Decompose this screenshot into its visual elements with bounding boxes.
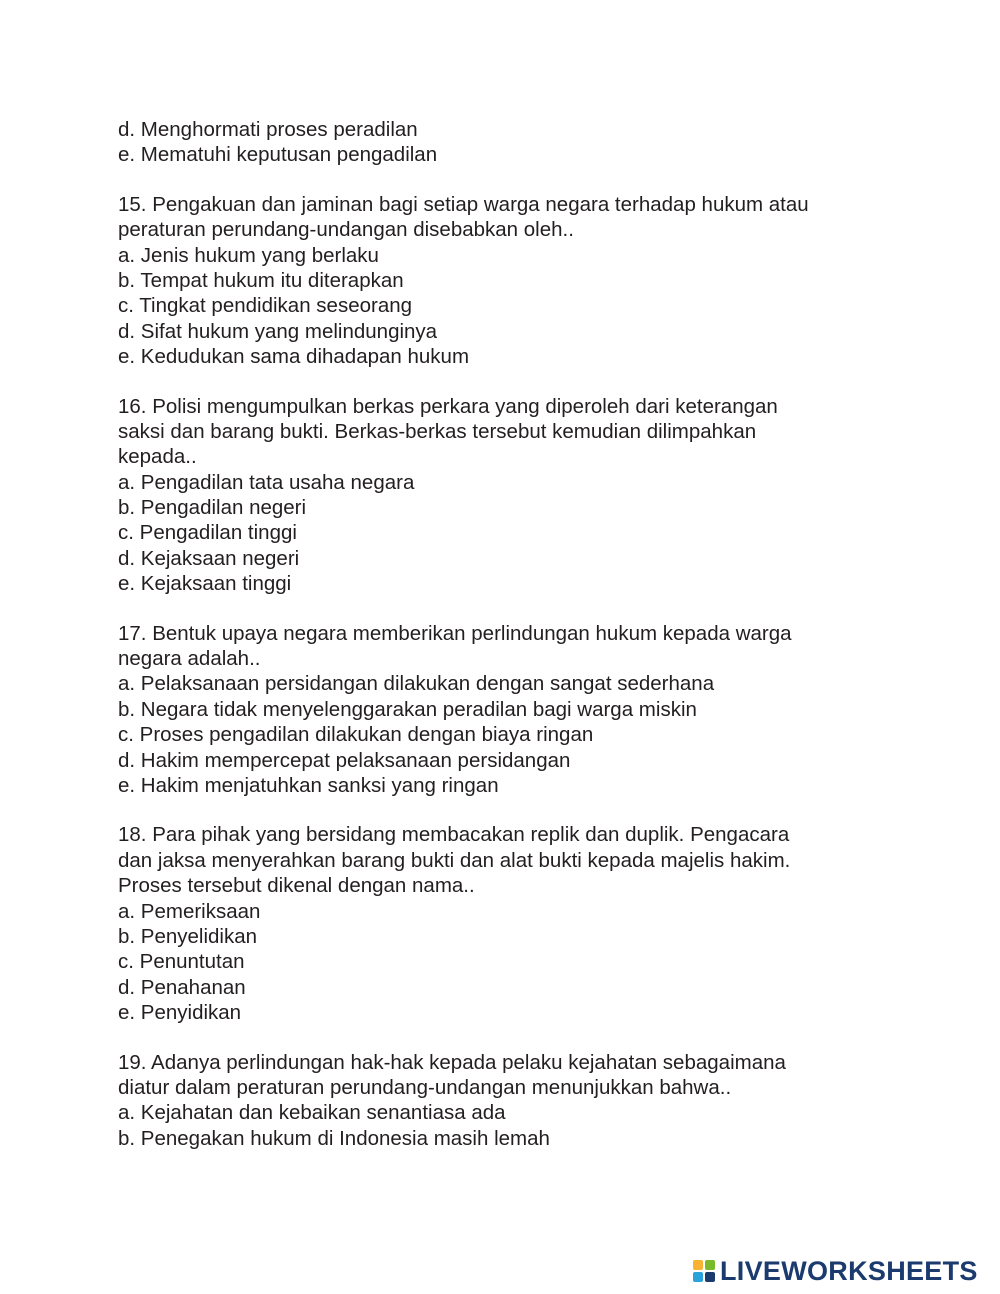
- spacer: [118, 1026, 918, 1050]
- question-17-option-d: d. Hakim mempercepat pelaksanaan persidangan: [118, 748, 571, 772]
- question-17-line: 17. Bentuk upaya negara memberikan perlindungan hukum kepada warga: [118, 621, 792, 645]
- question-19-option-a: a. Kejahatan dan kebaikan senantiasa ada: [118, 1101, 506, 1125]
- logo-mark-square: [693, 1260, 703, 1270]
- question-15-line: 15. Pengakuan dan jaminan bagi setiap warga negara terhadap hukum atau: [118, 192, 809, 216]
- question-16-option-e: e. Kejaksaan tinggi: [118, 572, 292, 596]
- question-16-line: kepada..: [118, 445, 197, 469]
- question-15-option-b: b. Tempat hukum itu diterapkan: [118, 268, 404, 292]
- question-16-line: 16. Polisi mengumpulkan berkas perkara yang diperoleh dari keterangan: [118, 394, 778, 418]
- logo-mark-square: [693, 1272, 703, 1282]
- question-18-line: 18. Para pihak yang bersidang membacakan replik dan duplik. Pengacara: [118, 823, 790, 847]
- question-18-line: Proses tersebut dikenal dengan nama..: [118, 874, 475, 898]
- spacer: [118, 168, 918, 192]
- question-18-line: dan jaksa menyerahkan barang bukti dan alat bukti kepada majelis hakim.: [118, 848, 791, 872]
- question-17-option-e: e. Hakim menjatuhkan sanksi yang ringan: [118, 773, 499, 797]
- question-19-line: 19. Adanya perlindungan hak-hak kepada pelaku kejahatan sebagaimana: [118, 1050, 786, 1074]
- question-15-option-a: a. Jenis hukum yang berlaku: [118, 243, 379, 267]
- question-18-option-e: e. Penyidikan: [118, 1001, 242, 1025]
- question-15-line: peraturan perundang-undangan disebabkan oleh..: [118, 218, 574, 242]
- logo-text: LIVEWORKSHEETS: [720, 1255, 978, 1286]
- question-18-option-d: d. Penahanan: [118, 975, 246, 999]
- question-16-option-c: c. Pengadilan tinggi: [118, 521, 297, 545]
- question-16-line: saksi dan barang bukti. Berkas-berkas tersebut kemudian dilimpahkan: [118, 419, 757, 443]
- logo-mark-square: [705, 1272, 715, 1282]
- logo-mark-square: [705, 1260, 715, 1270]
- question-17-option-b: b. Negara tidak menyelenggarakan peradilan bagi warga miskin: [118, 697, 697, 721]
- spacer: [118, 798, 918, 822]
- question-17-option-c: c. Proses pengadilan dilakukan dengan biaya ringan: [118, 723, 594, 747]
- liveworksheets-logo: [693, 1256, 978, 1286]
- question-18-option-c: c. Penuntutan: [118, 950, 245, 974]
- worksheet-content: [118, 117, 918, 1151]
- question-16-option-b: b. Pengadilan negeri: [118, 496, 307, 520]
- option-line: e. Mematuhi keputusan pengadilan: [118, 143, 438, 167]
- question-18-option-b: b. Penyelidikan: [118, 924, 258, 948]
- question-18-option-a: a. Pemeriksaan: [118, 899, 261, 923]
- option-line: d. Menghormati proses peradilan: [118, 118, 418, 141]
- question-15-option-d: d. Sifat hukum yang melindunginya: [118, 319, 438, 343]
- question-19-option-b: b. Penegakan hukum di Indonesia masih lemah: [118, 1126, 550, 1150]
- question-16-option-a: a. Pengadilan tata usaha negara: [118, 470, 415, 494]
- spacer: [118, 597, 918, 621]
- logo-mark-icon: [693, 1260, 715, 1282]
- spacer: [118, 370, 918, 394]
- question-16-option-d: d. Kejaksaan negeri: [118, 546, 300, 570]
- question-15-option-c: c. Tingkat pendidikan seseorang: [118, 294, 413, 318]
- question-15-option-e: e. Kedudukan sama dihadapan hukum: [118, 345, 470, 369]
- question-17-line: negara adalah..: [118, 647, 261, 671]
- question-19-line: diatur dalam peraturan perundang-undangan menunjukkan bahwa..: [118, 1075, 732, 1099]
- question-17-option-a: a. Pelaksanaan persidangan dilakukan dengan sangat sederhana: [118, 672, 715, 696]
